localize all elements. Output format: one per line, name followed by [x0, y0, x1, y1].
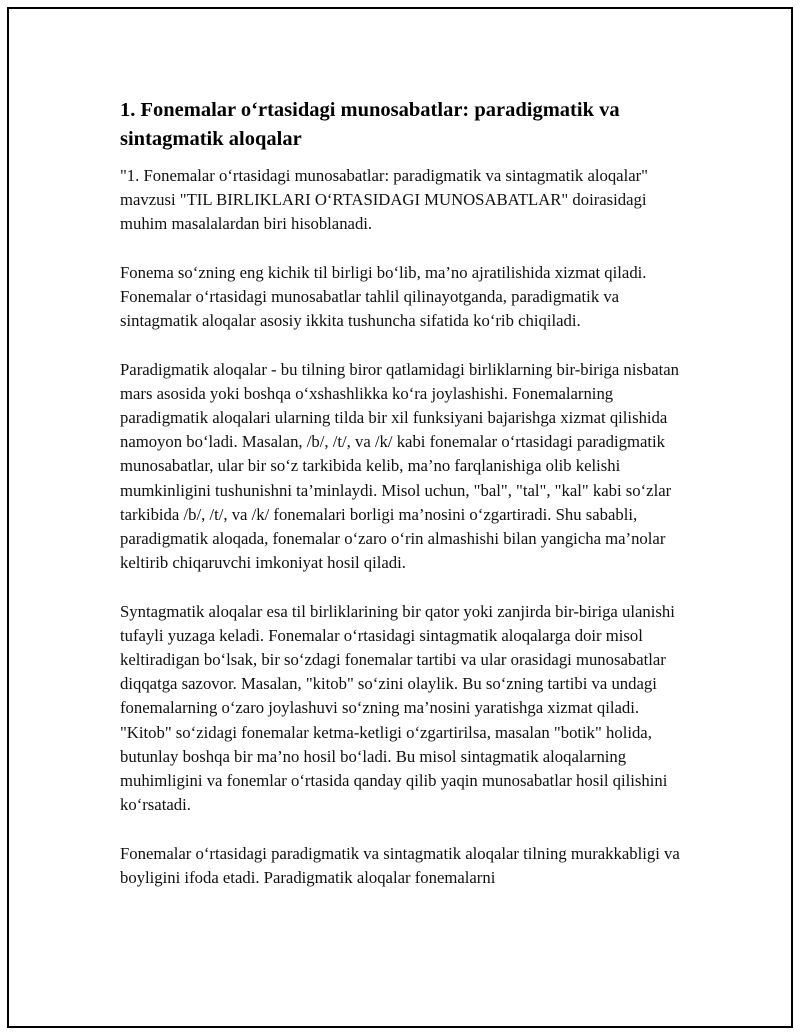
paragraph-syntagmatic: Syntagmatik aloqalar esa til birliklarining bir qator yoki zanjirda bir-biriga ulanishi tufayli yuzaga keladi. Fonemalar o‘rtasidagi sintagmatik aloqalarga doir misol keltiradigan bo‘lsak, bir so‘zdagi fonemalar tartibi va ular orasidagi munosabatlar diqqatga sazovor. Masalan, "kitob" so‘zini olaylik. Bu so‘zning tartibi va undagi fonemalarning o‘zaro joylashuvi so‘zning ma’nosini yaratishga xizmat qiladi. "Kitob" so‘zidagi fonemalar ketma-ketligi o‘zgartirilsa, masalan "botik" holida, butunlay boshqa bir ma’no hosil bo‘ladi. Bu misol sintagmatik aloqalarning muhimligini va fonemlar o‘rtasida qanday qilib yaqin munosabatlar hosil qilishini ko‘rsatadi. — [120, 601, 675, 815]
paragraph-conclusion: Fonemalar o‘rtasidagi paradigmatik va sintagmatik aloqalar tilning murakkabligi va boyligini ifoda etadi. Paradigmatik aloqalar fonemalarni — [120, 843, 680, 887]
document-title: 1. Fonemalar o‘rtasidagi munosabatlar: paradigmatik va sintagmatik aloqalar — [120, 99, 620, 150]
paragraph-paradigmatic: Paradigmatik aloqalar - bu tilning biror qatlamidagi birliklarning bir-biriga nisbatan mars asosida yoki boshqa o‘xshashlikka ko‘ra joylashishi. Fonemalarning paradigmatik aloqalari ularning tilda bir xil funksiyani bajarishga xizmat qilishida namoyon bo‘ladi. Masalan, /b/, /t/, va /k/ kabi fonemalar o‘rtasidagi paradigmatik munosabatlar, ular bir so‘z tarkibida kelib, ma’no farqlanishiga olib kelishi mumkinligini tushunishni ta’minlaydi. Misol uchun, "bal", "tal", "kal" kabi so‘zlar tarkibida /b/, /t/, va /k/ fonemalari borligi ma’nosini o‘zgartiradi. Shu sababli, paradigmatik aloqada, fonemalar o‘zaro o‘rin almashishi bilan yangicha ma’nolar keltirib chiqaruvchi imkoniyat hosil qiladi. — [120, 359, 680, 573]
page-frame — [7, 7, 793, 1028]
document-body — [120, 96, 680, 914]
paragraph-intro: "1. Fonemalar o‘rtasidagi munosabatlar: paradigmatik va sintagmatik aloqalar" mavzusi "TIL BIRLIKLARI O‘RTASIDAGI MUNOSABATLAR" doirasidagi muhim masalalardan biri hisoblanadi. — [120, 166, 648, 234]
paragraph-fonema-definition: Fonema so‘zning eng kichik til birligi bo‘lib, ma’no ajratilishida xizmat qiladi. Fonemalar o‘rtasidagi munosabatlar tahlil qilinayotganda, paradigmatik va sintagmatik aloqalar asosiy ikkita tushuncha sifatida ko‘rib chiqiladi. — [120, 262, 647, 331]
